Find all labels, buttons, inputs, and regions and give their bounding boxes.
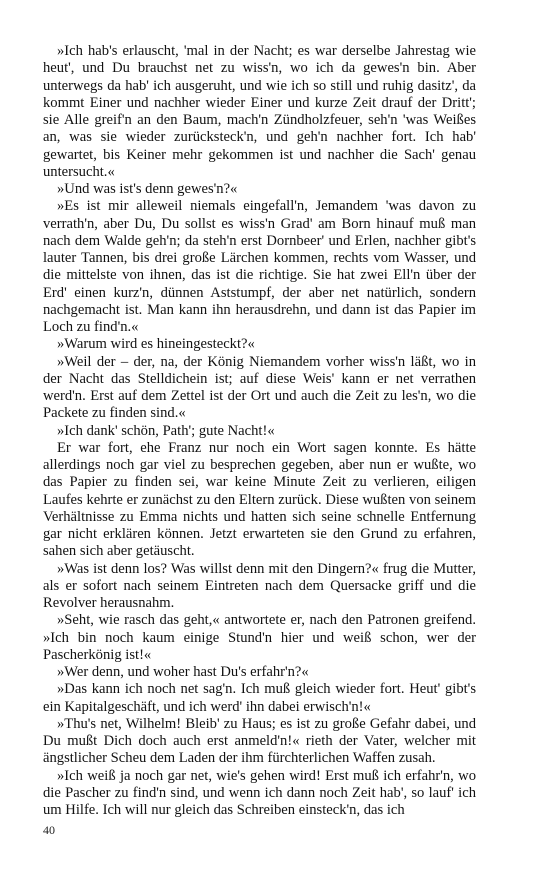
paragraph: »Weil der – der, na, der König Niemandem vorher wiss'n läßt, wo in der Nacht das Stelldichein ist; auf diese Weis' kann er net verrathen werd'n. Erst auf dem Zettel ist der Ort und auch die Zeit zu les'n, wo die Packete zu finden sind.« [43, 353, 476, 422]
paragraph: »Ich hab's erlauscht, 'mal in der Nacht; es war derselbe Jahrestag wie heut', und Du brauchst net zu wiss'n, wo ich da gewes'n bin. Aber unterwegs da hab' ich ausgeruht, und wie ich so still und ruhig dasitz', da kommt Einer und nachher wieder Einer und kurze Zeit drauf der Dritt'; sie Alle greif'n an den Baum, mach'n Zündholzfeuer, seh'n 'was Weißes an, was sie wieder zurücksteck'n, und geh'n nachher fort. Ich hab' gewartet, bis Keiner mehr gekommen ist und nachher die Sach' genau untersucht.« [43, 43, 476, 180]
paragraph: »Seht, wie rasch das geht,« antwortete er, nach den Patronen greifend. »Ich bin noch kaum einige Stund'n hier und weiß schon, wer der Pascherkönig ist!« [43, 612, 476, 663]
paragraph: »Warum wird es hineingesteckt?« [57, 336, 255, 353]
paragraph: »Und was ist's denn gewes'n?« [57, 181, 238, 197]
paragraph: »Das kann ich noch net sag'n. Ich muß gleich wieder fort. Heut' gibt's ein Kapitalgeschäft, und ich werd' ihn dabei erwisch'n!« [43, 681, 476, 715]
paragraph: »Ich dank' schön, Path'; gute Nacht!« [57, 422, 275, 439]
paragraph: »Ich weiß ja noch gar net, wie's gehen wird! Erst muß ich erfahr'n, wo die Pascher zu find'n sind, und wenn ich dann noch Zeit hab', so lauf' ich um Hilfe. Ich will nur gleich das Schreiben einsteck'n, das ich [43, 767, 476, 818]
page-number: 40 [43, 823, 55, 837]
paragraph: »Thu's net, Wilhelm! Bleib' zu Haus; es ist zu große Gefahr dabei, und Du mußt Dich doch auch erst anmeld'n!« rieth der Vater, welcher mit ängstlicher Scheu dem Laden der ihm fürchterlichen Waffen zusah. [43, 715, 476, 767]
paragraph: »Was ist denn los? Was willst denn mit den Dingern?« frug die Mutter, als er sofort nach seinem Eintreten nach dem Quersacke griff und die Revolver herausnahm. [43, 560, 476, 611]
paragraph: Er war fort, ehe Franz nur noch ein Wort sagen konnte. Es hätte allerdings noch gar viel zu besprechen gegeben, aber nun er wußte, wo das Papier zu finden sei, war keine Minute Zeit zu verlieren, eiligen Laufes kehrte er zunächst zu den Eltern zurück. Diese wußten von seinem Verhältnisse zu Emma nichts und hatten sich seine schnelle Entfernung gar nicht erklären können. Jetzt erwarteten sie den Grund zu erfahren, sahen sich aber getäuscht. [43, 439, 476, 560]
paragraph: »Es ist mir alleweil niemals eingefall'n, Jemandem 'was davon zu verrath'n, aber Du, Du sollst es wiss'n Grad' am Born hinauf muß man nach dem Walde geh'n; da steh'n erst Dornbeer' und Erlen, nachher gibt's lauter Tannen, bis drei große Lärchen kommen, rechts vom Wasser, und die mittelste von ihnen, das ist die richtige. Sie hat zwei Ell'n über der Erd' einen kurz'n, dünnen Aststumpf, der aber net natürlich, sondern nachgemacht ist. Man kann ihn herausdrehn, und dann ist das Papier im Loch zu find'n.« [43, 198, 476, 335]
paragraph: »Wer denn, und woher hast Du's erfahr'n?« [57, 664, 309, 680]
book-page-text [43, 43, 476, 819]
